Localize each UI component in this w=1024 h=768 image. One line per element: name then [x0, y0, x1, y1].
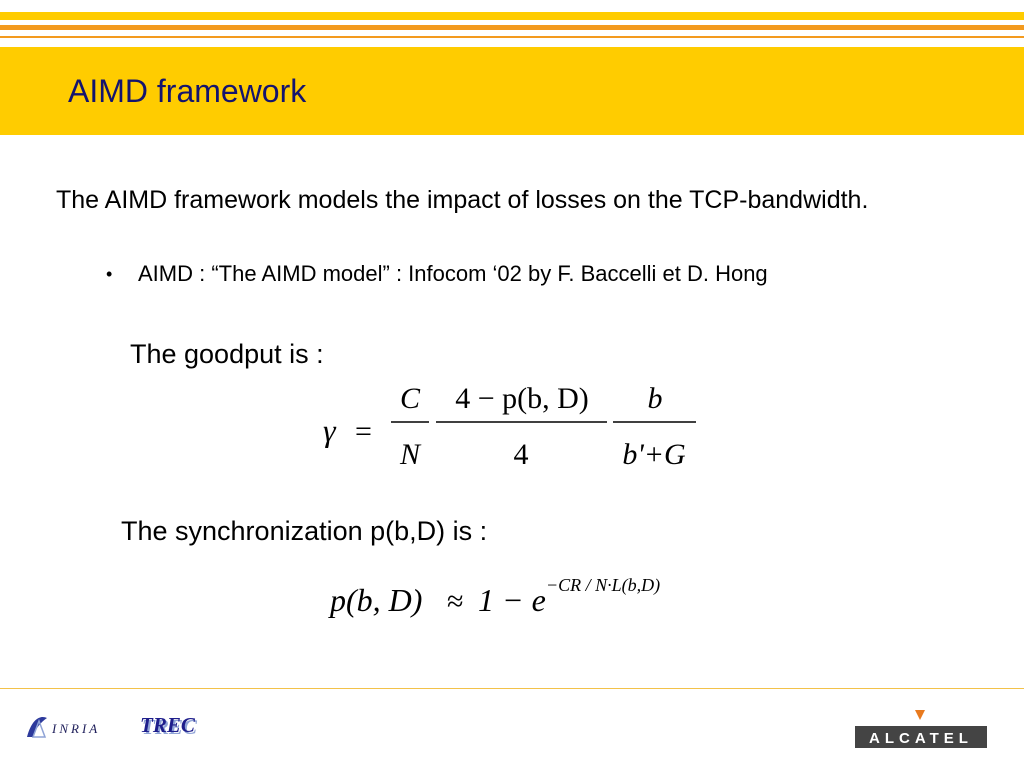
frac3-denominator: b'+G	[622, 438, 686, 471]
frac1-denominator: N	[399, 438, 421, 471]
sync-lhs: p(b, D)	[330, 582, 423, 618]
bullet-marker: •	[106, 264, 113, 284]
sync-label: The synchronization p(b,D) is :	[121, 516, 488, 546]
frac1-numerator: C	[399, 382, 421, 415]
inria-logo	[24, 712, 124, 742]
approx-sign: ≈	[447, 585, 464, 618]
intro-paragraph: The AIMD framework models the impact of losses on the TCP-bandwidth.	[56, 186, 869, 214]
gamma-symbol: γ	[323, 412, 336, 448]
frac2-denominator: 4	[513, 438, 529, 471]
slide-title: AIMD framework	[68, 73, 307, 109]
footer-divider	[0, 688, 1024, 689]
bullet-item: AIMD : “The AIMD model” : Infocom ‘02 by F. Baccelli et D. Hong	[138, 261, 768, 286]
svg-text:INRIA: INRIA	[52, 721, 101, 736]
alcatel-logo	[853, 708, 989, 752]
alcatel-triangle-icon	[915, 710, 925, 720]
equals-sign: =	[355, 415, 372, 448]
trec-logo: TREC	[140, 713, 195, 737]
sync-rhs: 1 − e	[478, 582, 546, 618]
frac2-numerator: 4 − p(b, D)	[455, 382, 589, 415]
frac3-numerator: b	[647, 382, 663, 415]
svg-text:ALCATEL: ALCATEL	[869, 730, 973, 747]
sync-exponent: −CR / N·L(b,D)	[546, 575, 661, 595]
goodput-label: The goodput is :	[130, 339, 324, 369]
